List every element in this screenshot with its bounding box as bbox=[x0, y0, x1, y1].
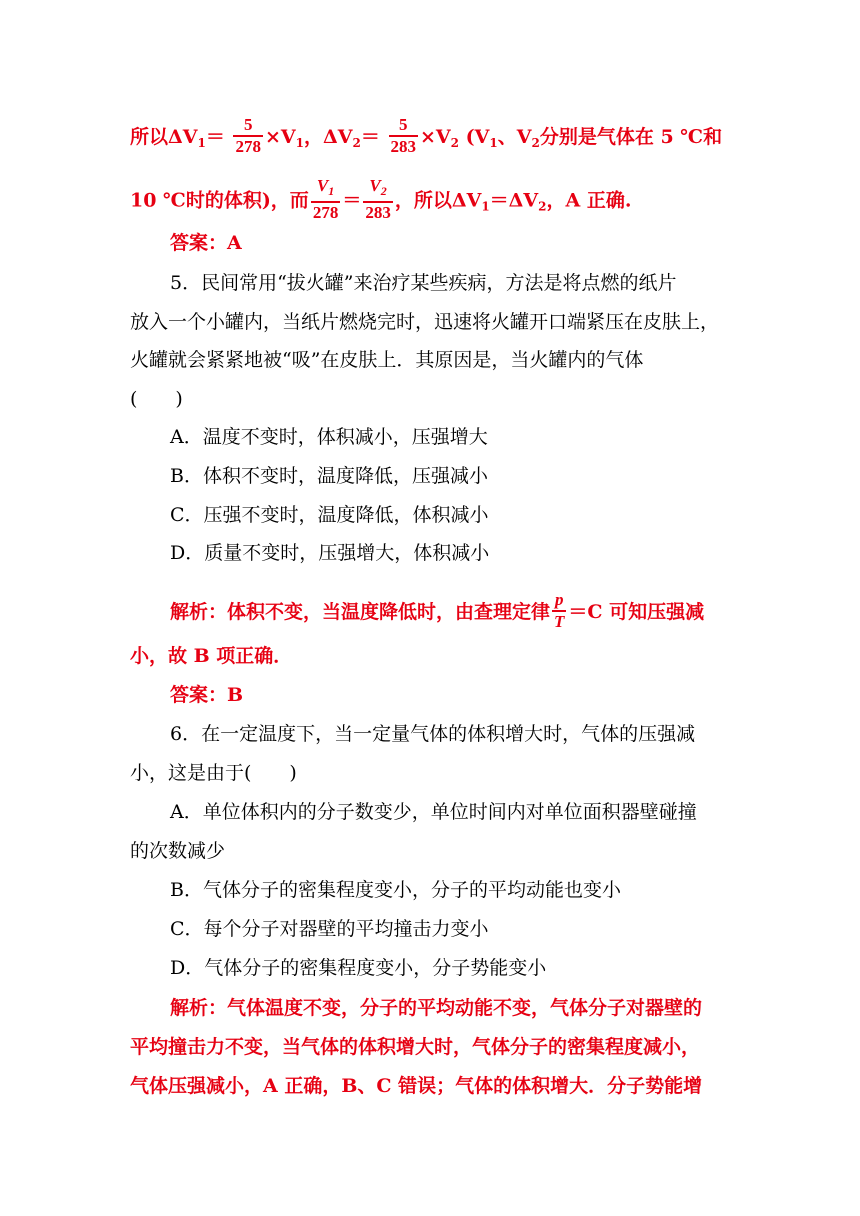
q6-option-a-line-1: A．单位体积内的分子数变少，单位时间内对单位面积器壁碰撞 bbox=[170, 801, 697, 823]
q6-stem-line-2: 小，这是由于( ) bbox=[130, 762, 297, 784]
fraction-numerator: 5 bbox=[389, 115, 419, 137]
text: 10 ℃时的体积)，而 bbox=[130, 189, 309, 212]
fraction-5-over-278 bbox=[233, 115, 263, 157]
fraction-v1-over-278 bbox=[311, 176, 341, 223]
var: V bbox=[369, 176, 381, 195]
q5-analysis-line-1 bbox=[170, 592, 704, 634]
text: ，A 正确. bbox=[546, 189, 632, 212]
fraction-numerator: 5 bbox=[233, 115, 263, 137]
text: ＝C 可知压强减 bbox=[568, 601, 705, 623]
q6-option-c: C．每个分子对器壁的平均撞击力变小 bbox=[170, 918, 489, 940]
text: ＝ bbox=[205, 126, 225, 148]
text: ，ΔV bbox=[304, 126, 353, 148]
q5-option-a: A．温度不变时，体积减小，压强增大 bbox=[170, 426, 488, 448]
q6-analysis-line-3: 气体压强减小，A 正确，B、C 错误；气体的体积增大．分子势能增 bbox=[130, 1075, 703, 1097]
fraction-v2-over-283 bbox=[363, 176, 393, 223]
subscript: 2 bbox=[531, 136, 540, 150]
q6-stem-line-1: 6．在一定温度下，当一定量气体的体积增大时，气体的压强减 bbox=[170, 723, 696, 745]
text: 、V bbox=[497, 126, 532, 148]
subscript: 1 bbox=[481, 199, 490, 214]
q5-option-d: D．质量不变时，压强增大，体积减小 bbox=[170, 542, 490, 564]
q5-stem-line-4: ( ) bbox=[130, 388, 183, 410]
fraction-denominator: 278 bbox=[312, 203, 339, 222]
text: 解析：体积不变，当温度降低时，由查理定律 bbox=[170, 601, 551, 623]
q6-analysis-line-1: 解析：气体温度不变，分子的平均动能不变，气体分子对器壁的 bbox=[170, 997, 703, 1019]
text: ＝ bbox=[360, 126, 380, 148]
subscript: 1 bbox=[197, 136, 206, 150]
answer-q5: 答案：B bbox=[170, 684, 244, 706]
text: 所以ΔV bbox=[130, 126, 198, 148]
q6-option-d: D．气体分子的密集程度变小，分子势能变小 bbox=[170, 957, 547, 979]
q5-stem-line-3: 火罐就会紧紧地被“吸”在皮肤上．其原因是，当火罐内的气体 bbox=[130, 349, 644, 371]
fraction-numerator bbox=[363, 176, 393, 203]
q6-analysis-line-2: 平均撞击力不变，当气体的体积增大时，气体分子的密集程度减小， bbox=[130, 1036, 701, 1058]
fraction-denominator: T bbox=[554, 612, 565, 631]
text: ×V bbox=[264, 126, 296, 148]
q5-option-b: B．体积不变时，温度降低，压强减小 bbox=[170, 465, 488, 487]
prev-solution-line-2 bbox=[130, 178, 632, 225]
subscript: 2 bbox=[450, 136, 460, 150]
q5-stem-line-2: 放入一个小罐内，当纸片燃烧完时，迅速将火罐开口端紧压在皮肤上， bbox=[130, 311, 720, 333]
fraction-5-over-283 bbox=[389, 115, 419, 157]
text: ＝ bbox=[342, 189, 362, 212]
q6-option-a-line-2: 的次数减少 bbox=[130, 840, 226, 862]
fraction-numerator: p bbox=[552, 590, 566, 612]
fraction-denominator: 283 bbox=[390, 137, 416, 156]
subscript: 2 bbox=[538, 199, 547, 214]
text: (V bbox=[459, 126, 490, 148]
fraction-numerator bbox=[311, 176, 341, 203]
prev-solution-line-1 bbox=[130, 117, 722, 159]
text: 分别是气体在 5 ℃和 bbox=[539, 126, 723, 148]
fraction-denominator: 278 bbox=[235, 137, 261, 156]
q6-option-b: B．气体分子的密集程度变小，分子的平均动能也变小 bbox=[170, 879, 621, 901]
q5-stem-line-1: 5．民间常用“拔火罐”来治疗某些疾病，方法是将点燃的纸片 bbox=[170, 272, 677, 294]
q5-option-c: C．压强不变时，温度降低，体积减小 bbox=[170, 504, 489, 526]
subscript: 1 bbox=[489, 136, 498, 150]
fraction-p-over-t bbox=[552, 590, 566, 632]
q5-analysis-line-2: 小，故 B 项正确． bbox=[130, 645, 293, 667]
subscript: 1 bbox=[328, 184, 335, 198]
text: ×V bbox=[420, 126, 451, 148]
subscript: 2 bbox=[380, 184, 387, 198]
var: V bbox=[316, 176, 329, 195]
subscript: 2 bbox=[352, 136, 361, 150]
text: ，所以ΔV bbox=[394, 189, 482, 212]
answer-prev: 答案：A bbox=[170, 232, 242, 254]
subscript: 1 bbox=[295, 136, 305, 150]
text: ＝ΔV bbox=[489, 189, 539, 212]
fraction-denominator: 283 bbox=[365, 203, 391, 222]
